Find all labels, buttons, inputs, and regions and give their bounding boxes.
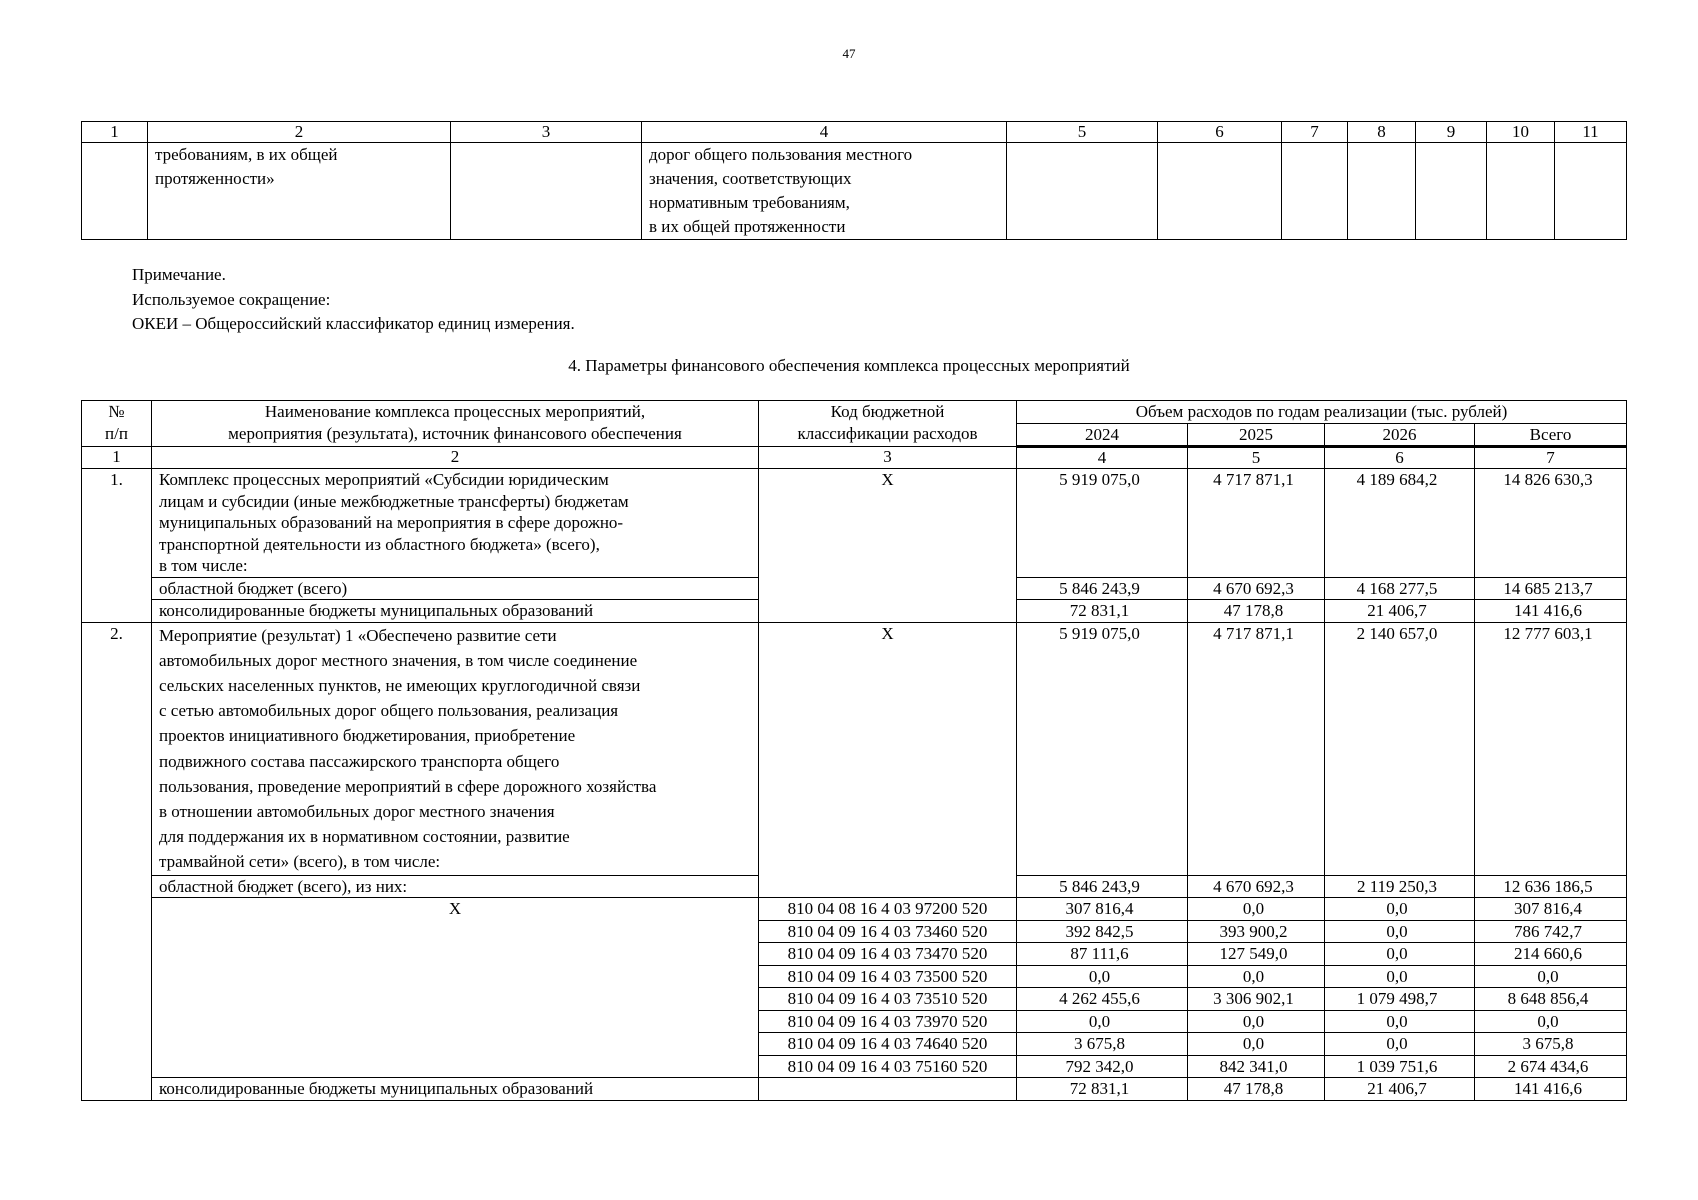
page-number: 47 <box>842 46 856 61</box>
indicator-description-cell: дорог общего пользования местного значения, соответствующих нормативным требованиям, в их общей протяженности <box>642 143 1007 240</box>
value-cell: 0,0 <box>1188 965 1325 988</box>
financing-table <box>81 400 1627 1101</box>
row-number: 1. <box>82 469 152 623</box>
header-year: 2026 <box>1325 423 1475 447</box>
value-cell: 393 900,2 <box>1188 920 1325 943</box>
value-cell: 1 079 498,7 <box>1325 988 1475 1011</box>
value-cell: 141 416,6 <box>1475 600 1627 623</box>
col-number: 3 <box>451 122 642 143</box>
col-number: 4 <box>1017 447 1188 469</box>
row-name: консолидированные бюджеты муниципальных образований <box>152 600 759 623</box>
row-name: областной бюджет (всего) <box>152 577 759 600</box>
value-cell: 5 846 243,9 <box>1017 577 1188 600</box>
value-cell: 127 549,0 <box>1188 943 1325 966</box>
value-cell: 0,0 <box>1325 920 1475 943</box>
value-cell: 0,0 <box>1188 1010 1325 1033</box>
value-cell: 3 306 902,1 <box>1188 988 1325 1011</box>
col-number: 5 <box>1188 447 1325 469</box>
header-volume: Объем расходов по годам реализации (тыс. рублей) <box>1017 401 1627 424</box>
header-code: Код бюджетной классификации расходов <box>759 401 1017 447</box>
value-cell: 5 846 243,9 <box>1017 875 1188 898</box>
value-cell: 0,0 <box>1188 1033 1325 1056</box>
indicators-table-continuation <box>81 121 1627 240</box>
value-cell: 4 670 692,3 <box>1188 875 1325 898</box>
value-cell: 842 341,0 <box>1188 1055 1325 1078</box>
value-cell: 72 831,1 <box>1017 600 1188 623</box>
col-number: 1 <box>82 122 148 143</box>
header-year: 2024 <box>1017 423 1188 447</box>
table-row <box>82 143 1627 240</box>
col-number: 8 <box>1348 122 1416 143</box>
value-cell: 2 674 434,6 <box>1475 1055 1627 1078</box>
value-cell: 0,0 <box>1017 1010 1188 1033</box>
value-cell: 2 140 657,0 <box>1325 622 1475 875</box>
col-number: 2 <box>148 122 451 143</box>
value-cell: 307 816,4 <box>1017 898 1188 921</box>
value-cell: 0,0 <box>1325 898 1475 921</box>
row-name: консолидированные бюджеты муниципальных образований <box>152 1078 759 1101</box>
table-row <box>82 622 1627 875</box>
value-cell: 3 675,8 <box>1017 1033 1188 1056</box>
note-block <box>132 263 575 337</box>
value-cell: 2 119 250,3 <box>1325 875 1475 898</box>
value-cell: 72 831,1 <box>1017 1078 1188 1101</box>
value-cell: 0,0 <box>1325 965 1475 988</box>
value-cell: 14 685 213,7 <box>1475 577 1627 600</box>
value-cell: 0,0 <box>1325 943 1475 966</box>
value-cell: 4 262 455,6 <box>1017 988 1188 1011</box>
row-name: Комплекс процессных мероприятий «Субсидии юридическим лицам и субсидии (иные межбюджетные трансферты) бюджетам муниципальных образований на мероприятия в сфере дорожно- транспортной деятельности из областного бюджета» (всего), в том числе: <box>152 469 759 578</box>
value-cell: 1 039 751,6 <box>1325 1055 1475 1078</box>
row-number: 2. <box>82 622 152 1100</box>
header-row <box>82 401 1627 424</box>
col-number: 2 <box>152 447 759 469</box>
note-line: ОКЕИ – Общероссийский классификатор единиц измерения. <box>132 314 575 333</box>
table-row <box>82 1078 1627 1101</box>
detail-name: X <box>152 898 759 1078</box>
header-name: Наименование комплекса процессных мероприятий, мероприятия (результата), источник финансового обеспечения <box>152 401 759 447</box>
note-title: Примечание. <box>132 265 226 284</box>
value-cell: 0,0 <box>1188 898 1325 921</box>
budget-code: 810 04 09 16 4 03 74640 520 <box>759 1033 1017 1056</box>
value-cell: 4 189 684,2 <box>1325 469 1475 578</box>
budget-code: 810 04 09 16 4 03 73500 520 <box>759 965 1017 988</box>
budget-code: 810 04 09 16 4 03 75160 520 <box>759 1055 1017 1078</box>
col-number: 3 <box>759 447 1017 469</box>
value-cell: 47 178,8 <box>1188 1078 1325 1101</box>
value-cell: 12 777 603,1 <box>1475 622 1627 875</box>
value-cell: 5 919 075,0 <box>1017 469 1188 578</box>
row-code: X <box>759 622 1017 898</box>
value-cell: 8 648 856,4 <box>1475 988 1627 1011</box>
value-cell: 4 717 871,1 <box>1188 622 1325 875</box>
row-name: Мероприятие (результат) 1 «Обеспечено развитие сети автомобильных дорог местного значения, в том числе соединение сельских населенных пунктов, не имеющих круглогодичной связи с сетью автомобильных дорог общего пользования, реализация проектов инициативного бюджетирования, приобретение подвижного состава пассажирского транспорта общего пользования, проведение мероприятий в сфере дорожного хозяйства в отношении автомобильных дорог местного значения для поддержания их в нормативном состоянии, развитие трамвайной сети» (всего), в том числе: <box>152 622 759 875</box>
value-cell: 3 675,8 <box>1475 1033 1627 1056</box>
col-number: 4 <box>642 122 1007 143</box>
value-cell: 5 919 075,0 <box>1017 622 1188 875</box>
value-cell: 307 816,4 <box>1475 898 1627 921</box>
value-cell: 0,0 <box>1475 965 1627 988</box>
header-num: № п/п <box>82 401 152 447</box>
col-number: 6 <box>1158 122 1282 143</box>
budget-code: 810 04 08 16 4 03 97200 520 <box>759 898 1017 921</box>
header-year: 2025 <box>1188 423 1325 447</box>
col-number: 5 <box>1007 122 1158 143</box>
value-cell: 21 406,7 <box>1325 600 1475 623</box>
table-row <box>82 469 1627 578</box>
col-number: 10 <box>1487 122 1555 143</box>
value-cell: 14 826 630,3 <box>1475 469 1627 578</box>
value-cell: 21 406,7 <box>1325 1078 1475 1101</box>
column-number-row <box>82 447 1627 469</box>
value-cell: 87 111,6 <box>1017 943 1188 966</box>
budget-code: 810 04 09 16 4 03 73460 520 <box>759 920 1017 943</box>
column-number-row <box>82 122 1627 143</box>
value-cell: 141 416,6 <box>1475 1078 1627 1101</box>
col-number: 6 <box>1325 447 1475 469</box>
row-code: X <box>759 469 1017 623</box>
value-cell: 47 178,8 <box>1188 600 1325 623</box>
value-cell: 0,0 <box>1017 965 1188 988</box>
budget-code: 810 04 09 16 4 03 73510 520 <box>759 988 1017 1011</box>
table-row <box>82 898 1627 921</box>
value-cell: 792 342,0 <box>1017 1055 1188 1078</box>
budget-code: 810 04 09 16 4 03 73470 520 <box>759 943 1017 966</box>
value-cell: 214 660,6 <box>1475 943 1627 966</box>
value-cell: 0,0 <box>1325 1033 1475 1056</box>
col-number: 9 <box>1416 122 1487 143</box>
header-total: Всего <box>1475 423 1627 447</box>
row-name: областной бюджет (всего), из них: <box>152 875 759 898</box>
col-number: 7 <box>1475 447 1627 469</box>
value-cell: 0,0 <box>1475 1010 1627 1033</box>
col-number: 1 <box>82 447 152 469</box>
row-code-empty <box>759 1078 1017 1101</box>
value-cell: 392 842,5 <box>1017 920 1188 943</box>
note-line: Используемое сокращение: <box>132 289 331 309</box>
indicator-name-cell: требованиям, в их общей протяженности» <box>148 143 451 240</box>
value-cell: 4 670 692,3 <box>1188 577 1325 600</box>
value-cell: 12 636 186,5 <box>1475 875 1627 898</box>
value-cell: 0,0 <box>1325 1010 1475 1033</box>
value-cell: 786 742,7 <box>1475 920 1627 943</box>
value-cell: 4 717 871,1 <box>1188 469 1325 578</box>
col-number: 11 <box>1555 122 1627 143</box>
section-title: 4. Параметры финансового обеспечения комплекса процессных мероприятий <box>568 356 1130 375</box>
value-cell: 4 168 277,5 <box>1325 577 1475 600</box>
col-number: 7 <box>1282 122 1348 143</box>
budget-code: 810 04 09 16 4 03 73970 520 <box>759 1010 1017 1033</box>
